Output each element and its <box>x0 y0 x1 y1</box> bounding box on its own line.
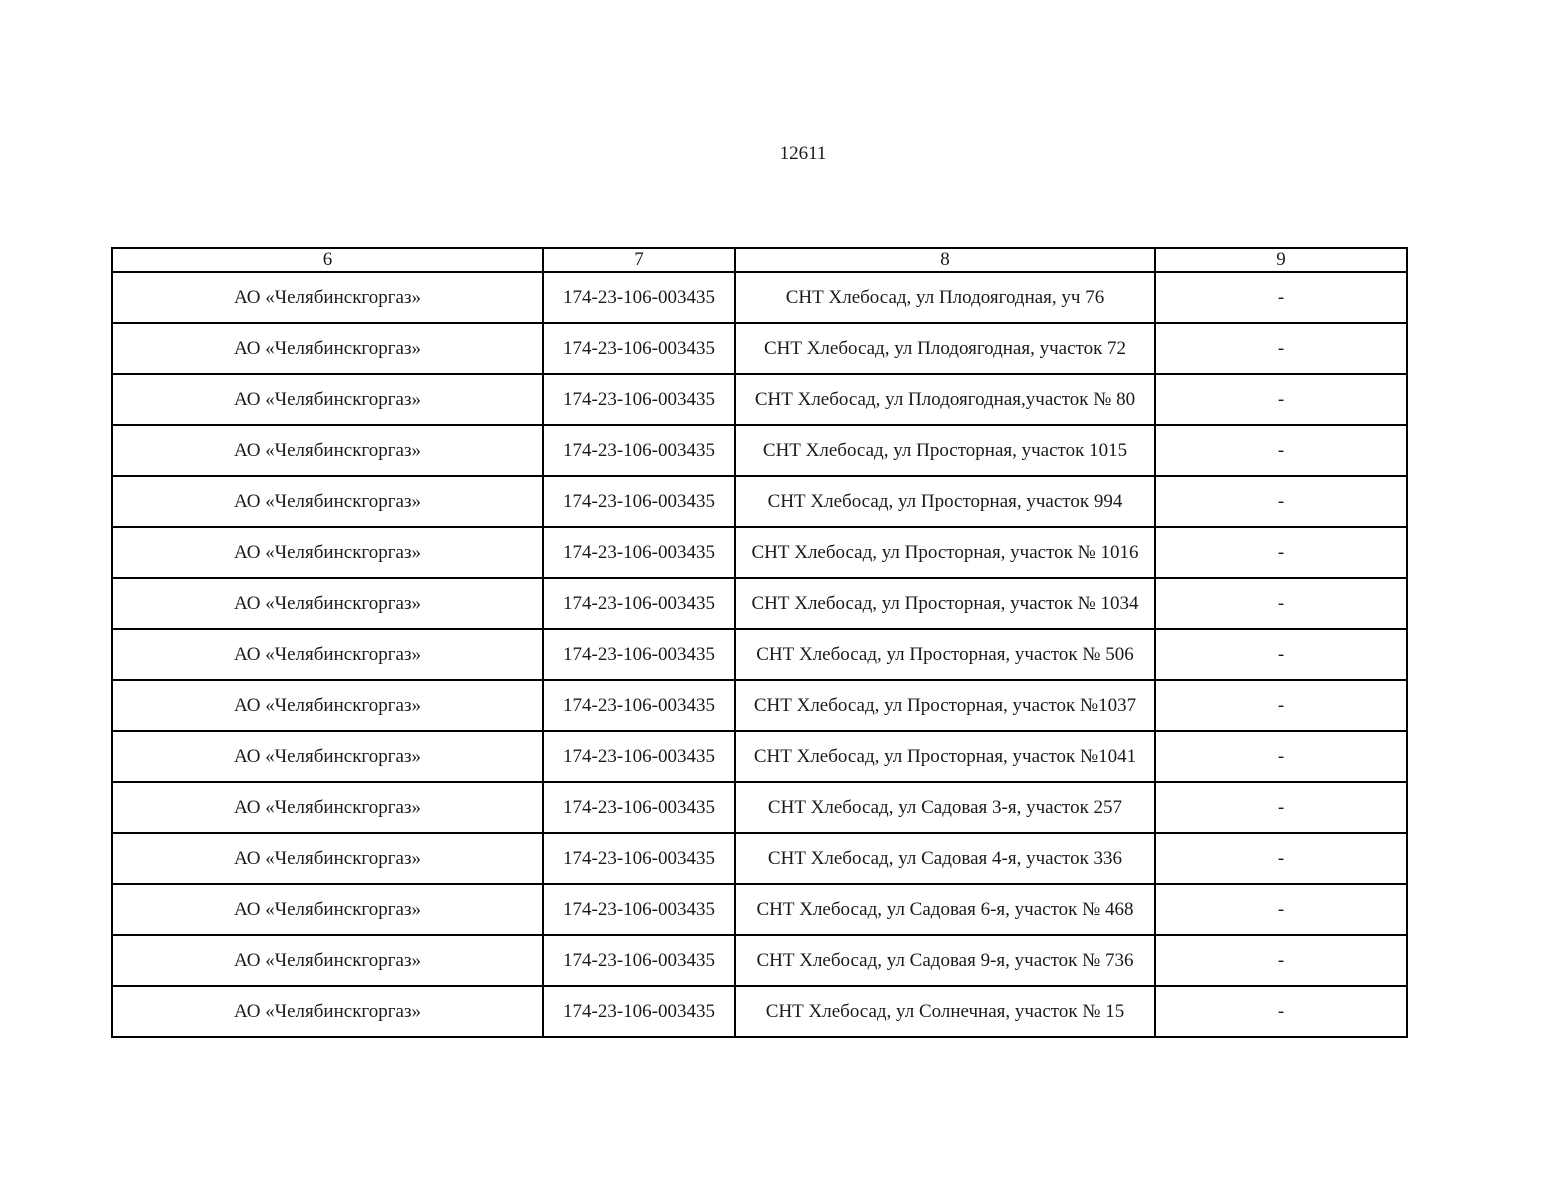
table-row <box>112 986 1407 1037</box>
registration-number-cell: 174-23-106-003435 <box>543 833 735 884</box>
organization-cell: АО «Челябинскгоргаз» <box>112 374 543 425</box>
registration-number-cell: 174-23-106-003435 <box>543 476 735 527</box>
column-header: 8 <box>735 248 1155 272</box>
table-row <box>112 884 1407 935</box>
table-row <box>112 935 1407 986</box>
organization-cell: АО «Челябинскгоргаз» <box>112 884 543 935</box>
note-cell: - <box>1155 986 1407 1037</box>
organization-cell: АО «Челябинскгоргаз» <box>112 935 543 986</box>
column-header: 9 <box>1155 248 1407 272</box>
registration-number-cell: 174-23-106-003435 <box>543 578 735 629</box>
note-cell: - <box>1155 527 1407 578</box>
address-cell: СНТ Хлебосад, ул Просторная, участок №1041 <box>735 731 1155 782</box>
registration-number-cell: 174-23-106-003435 <box>543 425 735 476</box>
registration-number-cell: 174-23-106-003435 <box>543 782 735 833</box>
address-cell: СНТ Хлебосад, ул Садовая 4-я, участок 336 <box>735 833 1155 884</box>
note-cell: - <box>1155 374 1407 425</box>
table-row <box>112 374 1407 425</box>
table-row <box>112 272 1407 323</box>
organization-cell: АО «Челябинскгоргаз» <box>112 833 543 884</box>
address-cell: СНТ Хлебосад, ул Садовая 6-я, участок № 468 <box>735 884 1155 935</box>
table-body <box>112 272 1407 1037</box>
note-cell: - <box>1155 425 1407 476</box>
address-cell: СНТ Хлебосад, ул Просторная, участок № 1016 <box>735 527 1155 578</box>
table-row <box>112 782 1407 833</box>
address-cell: СНТ Хлебосад, ул Плодоягодная, уч 76 <box>735 272 1155 323</box>
column-header: 7 <box>543 248 735 272</box>
note-cell: - <box>1155 323 1407 374</box>
registration-number-cell: 174-23-106-003435 <box>543 935 735 986</box>
note-cell: - <box>1155 272 1407 323</box>
organization-cell: АО «Челябинскгоргаз» <box>112 527 543 578</box>
registration-number-cell: 174-23-106-003435 <box>543 374 735 425</box>
registration-number-cell: 174-23-106-003435 <box>543 323 735 374</box>
registry-table <box>111 247 1408 1038</box>
registration-number-cell: 174-23-106-003435 <box>543 680 735 731</box>
address-cell: СНТ Хлебосад, ул Солнечная, участок № 15 <box>735 986 1155 1037</box>
address-cell: СНТ Хлебосад, ул Садовая 3-я, участок 257 <box>735 782 1155 833</box>
note-cell: - <box>1155 680 1407 731</box>
organization-cell: АО «Челябинскгоргаз» <box>112 272 543 323</box>
note-cell: - <box>1155 731 1407 782</box>
table-row <box>112 527 1407 578</box>
address-cell: СНТ Хлебосад, ул Просторная, участок 1015 <box>735 425 1155 476</box>
address-cell: СНТ Хлебосад, ул Просторная, участок № 1034 <box>735 578 1155 629</box>
note-cell: - <box>1155 782 1407 833</box>
organization-cell: АО «Челябинскгоргаз» <box>112 425 543 476</box>
organization-cell: АО «Челябинскгоргаз» <box>112 986 543 1037</box>
table-row <box>112 833 1407 884</box>
organization-cell: АО «Челябинскгоргаз» <box>112 578 543 629</box>
table-row <box>112 731 1407 782</box>
note-cell: - <box>1155 578 1407 629</box>
address-cell: СНТ Хлебосад, ул Просторная, участок №1037 <box>735 680 1155 731</box>
note-cell: - <box>1155 629 1407 680</box>
address-cell: СНТ Хлебосад, ул Садовая 9-я, участок № 736 <box>735 935 1155 986</box>
organization-cell: АО «Челябинскгоргаз» <box>112 680 543 731</box>
registration-number-cell: 174-23-106-003435 <box>543 731 735 782</box>
note-cell: - <box>1155 884 1407 935</box>
address-cell: СНТ Хлебосад, ул Просторная, участок № 506 <box>735 629 1155 680</box>
organization-cell: АО «Челябинскгоргаз» <box>112 323 543 374</box>
table-row <box>112 629 1407 680</box>
organization-cell: АО «Челябинскгоргаз» <box>112 731 543 782</box>
table-row <box>112 680 1407 731</box>
address-cell: СНТ Хлебосад, ул Плодоягодная,участок № 80 <box>735 374 1155 425</box>
table-row <box>112 323 1407 374</box>
address-cell: СНТ Хлебосад, ул Плодоягодная, участок 72 <box>735 323 1155 374</box>
table-row <box>112 425 1407 476</box>
note-cell: - <box>1155 935 1407 986</box>
registration-number-cell: 174-23-106-003435 <box>543 884 735 935</box>
table-row <box>112 476 1407 527</box>
note-cell: - <box>1155 833 1407 884</box>
registration-number-cell: 174-23-106-003435 <box>543 986 735 1037</box>
note-cell: - <box>1155 476 1407 527</box>
table-header <box>112 248 1407 272</box>
table-row <box>112 578 1407 629</box>
column-header: 6 <box>112 248 543 272</box>
organization-cell: АО «Челябинскгоргаз» <box>112 782 543 833</box>
registration-number-cell: 174-23-106-003435 <box>543 629 735 680</box>
registration-number-cell: 174-23-106-003435 <box>543 527 735 578</box>
registration-number-cell: 174-23-106-003435 <box>543 272 735 323</box>
page-number: 12611 <box>779 143 827 164</box>
organization-cell: АО «Челябинскгоргаз» <box>112 629 543 680</box>
header-row <box>112 248 1407 272</box>
organization-cell: АО «Челябинскгоргаз» <box>112 476 543 527</box>
address-cell: СНТ Хлебосад, ул Просторная, участок 994 <box>735 476 1155 527</box>
